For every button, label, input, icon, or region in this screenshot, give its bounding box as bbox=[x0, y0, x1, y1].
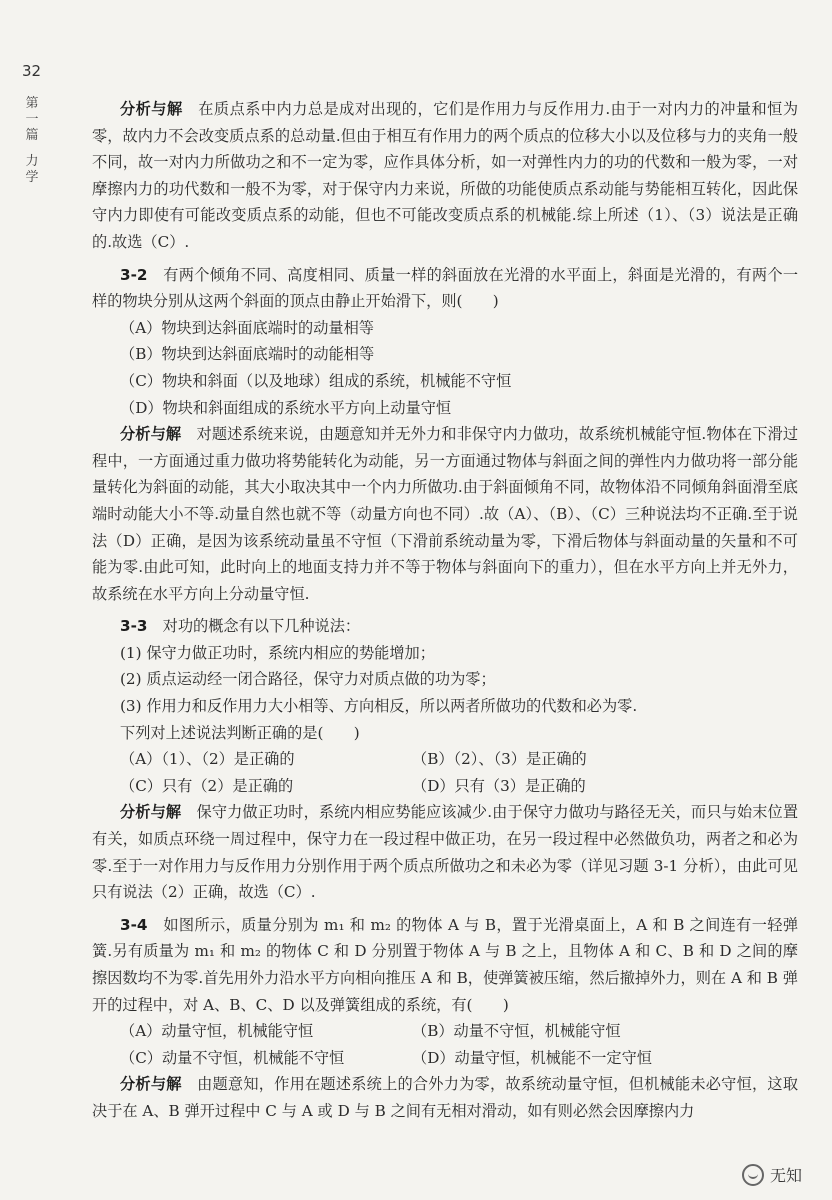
q32-option-c: （C）物块和斜面（以及地球）组成的系统，机械能不守恒 bbox=[120, 371, 512, 390]
analysis-label: 分析与解 bbox=[120, 803, 182, 822]
q33-option-c: （C）只有（2）是正确的 bbox=[120, 776, 294, 795]
question-stem: 对功的概念有以下几种说法： bbox=[162, 617, 361, 636]
analysis-label: 分析与解 bbox=[120, 1075, 182, 1094]
q34-option-a: （A）动量守恒，机械能守恒 bbox=[120, 1022, 314, 1041]
analysis-text: 保守力做正功时，系统内相应势能应该减少.由于保守力做功与路径无关，而只与始末位置有关，如质点环绕一周过程中，保守力在一段过程中做正功，在另一段过程中必然做负功，两者之和必为零.至于一对作用力与反作用力分别作用于两个质点所做功之和未必为零（详见习题 3-1 分析），由此可见只有说法（2）正确，故选（C）. bbox=[92, 803, 799, 902]
q34-option-c: （C）动量不守恒，机械能不守恒 bbox=[120, 1048, 345, 1067]
q33-statement-1: (1) 保守力做正功时，系统内相应的势能增加； bbox=[120, 643, 435, 662]
q33-option-d: （D）只有（3）是正确的 bbox=[412, 776, 586, 795]
q33-analysis-paragraph bbox=[92, 799, 798, 905]
question-number: 3-2 bbox=[120, 265, 148, 284]
page-content bbox=[92, 96, 798, 1125]
q33-option-a: （A）（1）、（2）是正确的 bbox=[120, 750, 295, 769]
analysis-label: 分析与解 bbox=[120, 425, 182, 444]
wechat-icon bbox=[742, 1164, 764, 1186]
section-title: 力学 bbox=[25, 154, 39, 185]
watermark bbox=[742, 1163, 802, 1186]
q33-option-b: （B）（2）、（3）是正确的 bbox=[412, 750, 587, 769]
page-number: 32 bbox=[22, 62, 42, 80]
question-number: 3-4 bbox=[120, 915, 148, 934]
side-section-label bbox=[24, 96, 40, 186]
q34-options-row-2 bbox=[92, 1045, 798, 1072]
question-stem: 如图所示，质量分别为 m₁ 和 m₂ 的物体 A 与 B，置于光滑桌面上，A 和 B 之间连有一轻弹簧.另有质量为 m₁ 和 m₂ 的物体 C 和 D 分别置于物体 A 与 B 之上，且物体 A 和 C、B 和 D 之间的摩擦因数均不为零.首先用外力沿水平方向相向推压 A 和 B，使弹簧被压缩，然后撤掉外力，则在 A 和 B 弹开的过程中，对 A、B、C、D 以及弹簧组成的系统，有( ) bbox=[92, 915, 799, 1014]
q34-option-b: （B）动量不守恒，机械能守恒 bbox=[412, 1022, 621, 1041]
q34-option-d: （D）动量守恒，机械能不一定守恒 bbox=[412, 1048, 652, 1067]
q32-option-d: （D）物块和斜面组成的系统水平方向上动量守恒 bbox=[120, 398, 452, 417]
analysis-label: 分析与解 bbox=[120, 100, 183, 118]
q32-analysis-paragraph bbox=[92, 421, 798, 607]
q32-option-b: （B）物块到达斜面底端时的动能相等 bbox=[120, 345, 375, 364]
q31-analysis-paragraph bbox=[92, 96, 798, 256]
question-stem: 有两个倾角不同、高度相同、质量一样的斜面放在光滑的水平面上，斜面是光滑的，有两个一样的物块分别从这两个斜面的顶点由静止开始滑下，则( ) bbox=[92, 265, 799, 311]
watermark-text: 无知 bbox=[769, 1166, 802, 1185]
question-number: 3-3 bbox=[120, 617, 148, 636]
q32-stem bbox=[92, 262, 798, 315]
q33-options-row-1 bbox=[92, 746, 798, 773]
q34-analysis-paragraph bbox=[92, 1071, 798, 1124]
q33-stem bbox=[92, 613, 798, 640]
analysis-text: 在质点系中内力总是成对出现的，它们是作用力与反作用力.由于一对内力的冲量和恒为零，故内力不会改变质点系的总动量.但由于相互有作用力的两个质点的位移大小以及位移与力的夹角一般不同，故一对内力所做功之和不一定为零，应作具体分析，如一对弹性内力的功的代数和一般为零，一对摩擦内力的功代数和一般不为零，对于保守内力来说，所做的功能使质点系动能与势能相互转化，因此保守内力即使有可能改变质点系的动能，但也不可能改变质点系的机械能.综上所述（1）、（3）说法是正确的.故选（C）. bbox=[92, 100, 799, 251]
q33-statement-3: (3) 作用力和反作用力大小相等、方向相反，所以两者所做功的代数和必为零. bbox=[120, 697, 638, 716]
q34-stem bbox=[92, 912, 798, 1018]
q34-options-row-1 bbox=[92, 1018, 798, 1045]
part-label: 第一篇 bbox=[25, 96, 39, 143]
q32-option-a: （A）物块到达斜面底端时的动量相等 bbox=[120, 318, 374, 337]
q33-prompt: 下列对上述说法判断正确的是( ) bbox=[120, 723, 360, 742]
q33-options-row-2 bbox=[92, 773, 798, 800]
q33-statement-2: (2) 质点运动经一闭合路径，保守力对质点做的功为零； bbox=[120, 670, 496, 689]
analysis-text: 由题意知，作用在题述系统上的合外力为零，故系统动量守恒，但机械能未必守恒，这取决于在 A、B 弹开过程中 C 与 A 或 D 与 B 之间有无相对滑动，如有则必然会因摩擦内力 bbox=[92, 1075, 799, 1120]
analysis-text: 对题述系统来说，由题意知并无外力和非保守内力做功，故系统机械能守恒.物体在下滑过程中，一方面通过重力做功将势能转化为动能，另一方面通过物体与斜面之间的弹性内力做功将一部分能量转化为斜面的动能，其大小取决其中一个内力所做功.由于斜面倾角不同，故物体沿不同倾角斜面滑至底端时动能大小不等.动量自然也就不等（动量方向也不同）.故（A）、（B）、（C）三种说法均不正确.至于说法（D）正确，是因为该系统动量虽不守恒（下滑前系统动量为零，下滑后物体与斜面动量的矢量和不可能为零.由此可知，此时向上的地面支持力并不等于物体与斜面向下的重力），但在水平方向上并无外力，故系统在水平方向上分动量守恒. bbox=[92, 425, 799, 603]
